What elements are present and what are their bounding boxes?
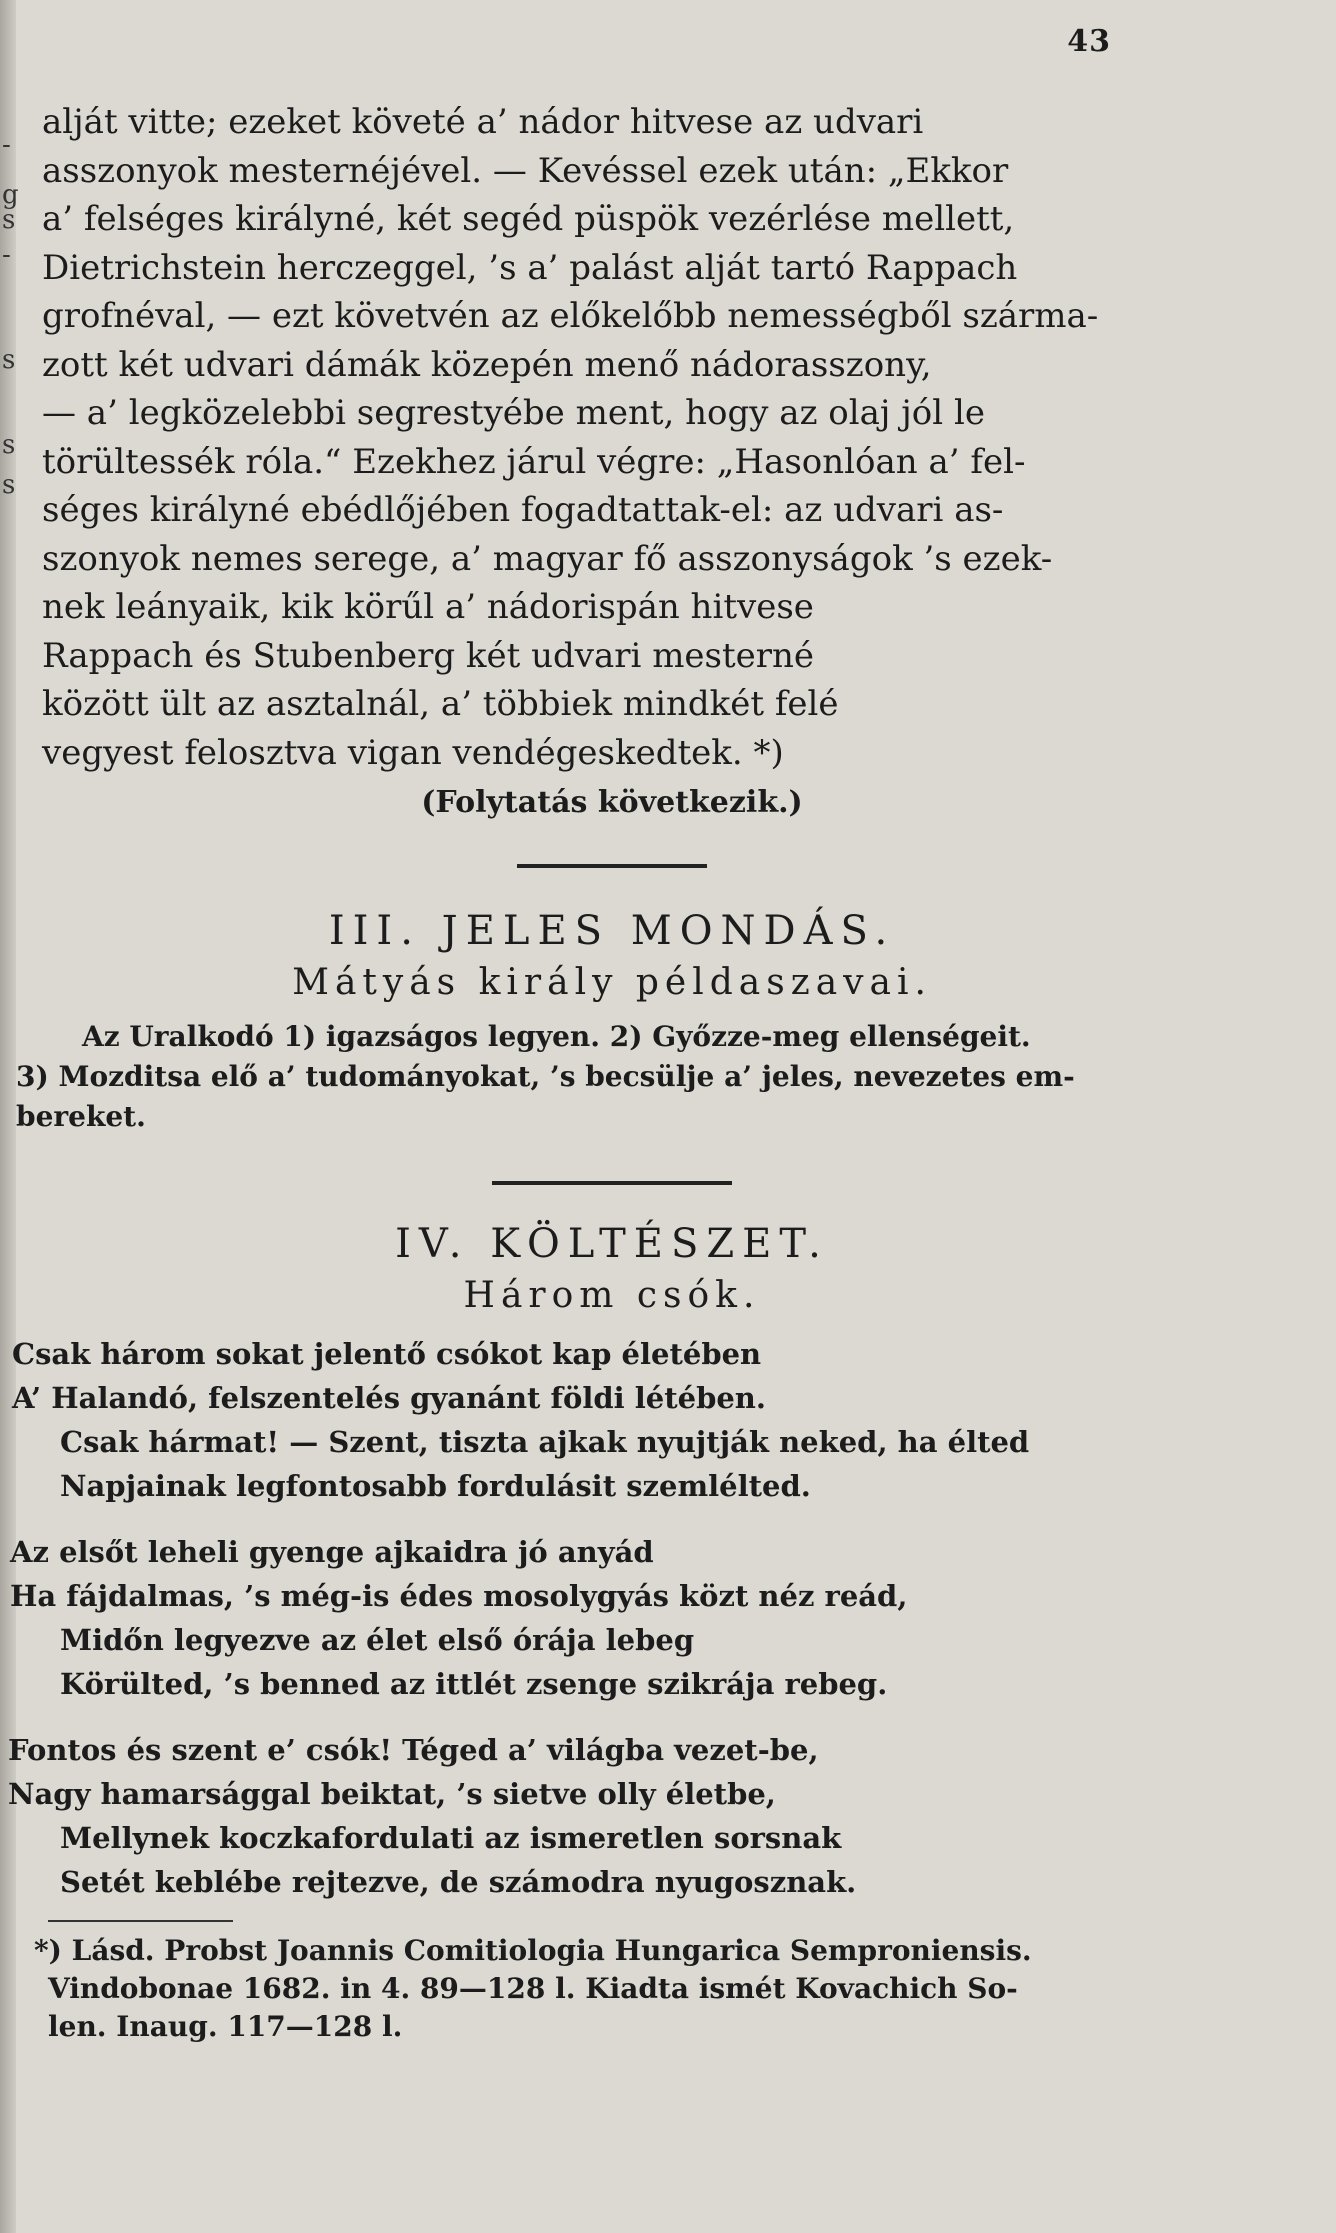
margin-mark: s — [2, 430, 16, 460]
text-line: — a’ legközelebbi segrestyébe ment, hogy az olaj jól le — [42, 393, 985, 433]
margin-mark: s — [2, 470, 16, 500]
margin-mark: s — [2, 345, 16, 375]
text-line: bereket. — [16, 1099, 146, 1133]
footnote-line: Vindobonae 1682. in 4. 89—128 l. Kiadta ismét Kovachich So- — [48, 1971, 1018, 2005]
poem-line: Midőn legyezve az élet első órája lebeg — [60, 1622, 695, 1657]
section-3-subheading: Mátyás király példaszavai. — [292, 961, 932, 1003]
poem-line: Nagy hamarsággal beiktat, ’s sietve olly életbe, — [8, 1776, 776, 1811]
text-line: alját vitte; ezeket követé a’ nádor hitvese az udvari — [42, 102, 924, 142]
poem-stanza — [8, 1728, 1182, 1904]
poem-line: Mellynek koczkafordulati az ismeretlen sorsnak — [60, 1820, 842, 1855]
poem-line: A’ Halandó, felszentelés gyanánt földi létében. — [12, 1380, 766, 1415]
page-number: 43 — [1067, 24, 1111, 59]
section-3-heading: III. JELES MONDÁS. — [328, 907, 896, 954]
section-4-subheading: Három csók. — [463, 1274, 761, 1316]
text-line: Rappach és Stubenberg két udvari mesterné — [42, 635, 815, 676]
footnote-line: *) Lásd. Probst Joannis Comitiologia Hungarica Semproniensis. — [34, 1933, 1032, 1967]
poem-line: Csak hármat! — Szent, tiszta ajkak nyujtják neked, ha élted — [60, 1424, 1030, 1459]
poem-stanza — [12, 1332, 1182, 1508]
poem — [8, 1332, 1182, 1904]
margin-mark: - — [2, 240, 11, 270]
text-line: a’ felséges királyné, két segéd püspök vezérlése mellett, — [42, 199, 1015, 239]
text-line: asszonyok mesternéjével. — Kevéssel ezek után: „Ekkor — [42, 150, 1009, 191]
section-divider — [492, 1181, 732, 1185]
text-line: 3) Mozditsa elő a’ tudományokat, ’s becsülje a’ jeles, nevezetes em- — [16, 1059, 1075, 1093]
poem-line: Napjainak legfontosabb fordulásit szemlélted. — [60, 1468, 811, 1503]
margin-mark: s — [2, 205, 16, 235]
poem-line: Az elsőt leheli gyenge ajkaidra jó anyád — [10, 1534, 654, 1569]
text-line: grofnéval, — ezt követvén az előkelőbb nemességből szárma- — [42, 296, 1099, 336]
section-divider — [517, 864, 707, 868]
section-3-text — [16, 1017, 1182, 1137]
text-line: törültessék róla.“ Ezekhez járul végre: „Hasonlóan a’ fel- — [42, 441, 1026, 482]
poem-line: Ha fájdalmas, ’s még-is édes mosolygyás közt néz reád, — [10, 1578, 908, 1613]
margin-mark: g — [2, 180, 19, 210]
text-line: között ült az asztalnál, a’ többiek mindkét felé — [42, 684, 839, 724]
text-line: zott két udvari dámák közepén menő nádorasszony, — [42, 344, 932, 385]
text-line: séges királyné ebédlőjében fogadtattak-el: az udvari as- — [42, 490, 1004, 530]
footnote-line: len. Inaug. 117—128 l. — [48, 2009, 403, 2043]
text-line: Dietrichstein herczeggel, ’s a’ palást alját tartó Rappach — [42, 247, 1018, 288]
continuation-note: (Folytatás következik.) — [421, 785, 803, 820]
text-line: Az Uralkodó 1) igazságos legyen. 2) Győzze-meg ellenségeit. — [82, 1019, 1031, 1053]
footnote — [34, 1932, 1182, 2046]
paragraph — [42, 98, 1182, 777]
section-4-heading: IV. KÖLTÉSZET. — [395, 1220, 829, 1267]
poem-line: Fontos és szent e’ csók! Téged a’ világba vezet-be, — [8, 1732, 819, 1767]
page-body — [8, 98, 1182, 2046]
margin-mark: - — [2, 130, 11, 160]
left-margin-marks — [0, 0, 19, 2233]
poem-stanza — [10, 1530, 1182, 1706]
poem-line: Csak három sokat jelentő csókot kap életében — [12, 1336, 762, 1371]
text-line: vegyest felosztva vigan vendégeskedtek. *) — [42, 732, 784, 773]
footnote-rule — [48, 1920, 233, 1922]
poem-line: Körülted, ’s benned az ittlét zsenge szikrája rebeg. — [60, 1666, 888, 1701]
text-line: szonyok nemes serege, a’ magyar fő asszonyságok ’s ezek- — [42, 538, 1053, 579]
poem-line: Setét keblébe rejtezve, de számodra nyugosznak. — [60, 1864, 857, 1899]
text-line: nek leányaik, kik körűl a’ nádorispán hitvese — [42, 587, 814, 627]
